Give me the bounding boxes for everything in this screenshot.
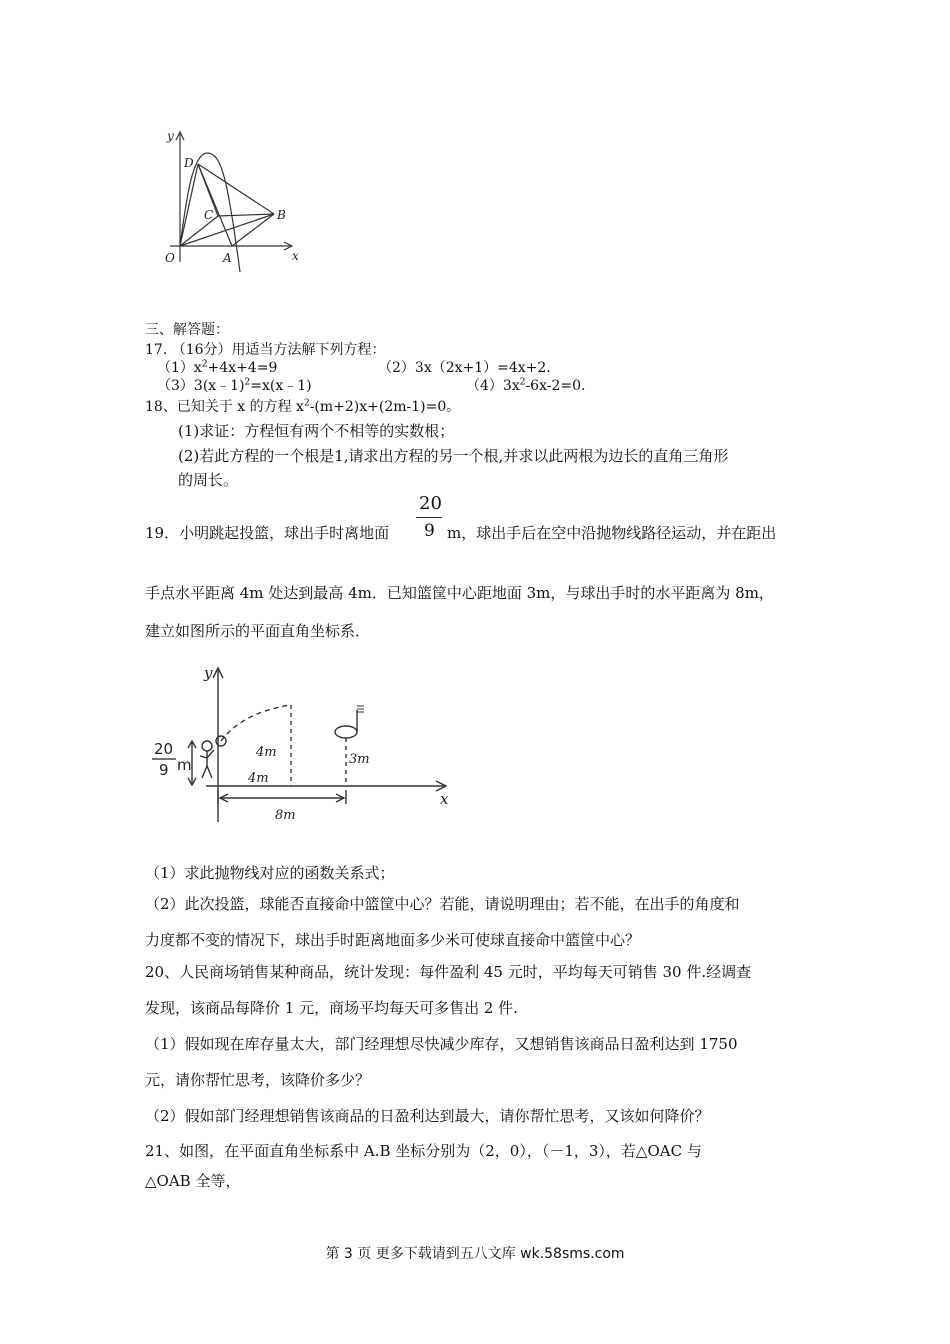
q20-line1: 20、人民商场销售某种商品，统计发现：每件盈利 45 元时，平均每天可销售 30 件.经调查 <box>145 963 752 981</box>
q17-part4: $(4)3x^2-6x-2=0$. <box>466 377 586 394</box>
fig1-segment-DB <box>198 164 274 214</box>
q19-line2: 手点水平距离 4m 处达到最高 4m．已知篮筐中心距地面 3m，与球出手时的水平距离为 8m， <box>145 584 774 602</box>
q18-stem: 18、已知关于 x 的方程 $x^2-(m+2)x+(2m-1)=0$。 <box>145 398 461 415</box>
q17-part2: （2）3x（2x+1）=4x+2. <box>378 360 551 376</box>
q21-line1: 21、如图，在平面直角坐标系中 A.B 坐标分别为（2，0），（－1，3），若△OAC 与 <box>145 1142 702 1160</box>
figure-triangle-parabola <box>150 122 310 272</box>
fig2-label-peak: 4m <box>256 745 277 760</box>
fig1-segment-CB <box>218 214 274 216</box>
q20-part1-line1: （1）假如现在库存量太大，部门经理想尽快减少库存，又想销售该商品日盈利达到 1750 <box>145 1035 738 1053</box>
fig2-label-y: y <box>204 664 213 682</box>
q19-fraction-bar <box>416 517 442 518</box>
q19-fraction-numerator: 20 <box>419 493 442 514</box>
q19-line1-pre: 19．小明跳起投篮，球出手时离地面 <box>145 524 390 542</box>
fig2-player-head <box>202 741 212 751</box>
q17-stem: 17. （16分）用适当方法解下列方程： <box>145 342 386 358</box>
fig2-label-height-den: 9 <box>159 761 169 779</box>
q17-part3: （3）3(x﹣1)$^2$=x(x﹣1) <box>157 377 312 394</box>
q19-line3: 建立如图所示的平面直角坐标系． <box>145 622 371 640</box>
figure-basketball <box>148 662 458 830</box>
fig2-label-height-num: 20 <box>154 740 174 758</box>
q18-part1: (1)求证：方程恒有两个不相等的实数根； <box>178 422 455 440</box>
fig2-trajectory <box>221 705 291 741</box>
fig2-player-legs <box>202 766 212 778</box>
fig1-segment-OB <box>180 214 274 246</box>
fig2-hoop <box>335 726 357 738</box>
fig1-label-y: y <box>167 129 174 143</box>
fig1-label-C: C <box>204 208 214 222</box>
fig1-label-O: O <box>165 251 175 265</box>
q20-part1-line2: 元，请你帮忙思考，该降价多少？ <box>145 1071 371 1089</box>
fig2-label-x: x <box>440 790 449 808</box>
fig1-label-B: B <box>277 208 286 222</box>
q20-line2: 发现，该商品每降价 1 元，商场平均每天可多售出 2 件. <box>145 999 518 1017</box>
section-title: 三、解答题： <box>145 322 229 338</box>
fig2-label-run: 4m <box>248 771 269 786</box>
q18-part2-line1: (2)若此方程的一个根是1,请求出方程的另一个根,并求以此两根为边长的直角三角形 <box>178 447 729 465</box>
q18-part2-line2: 的周长。 <box>178 471 239 489</box>
fig1-label-D: D <box>184 156 194 170</box>
q19-fraction-denominator: 9 <box>424 521 435 541</box>
q19-part1: （1）求此抛物线对应的函数关系式； <box>145 864 395 882</box>
page-footer: 第 3 页 更多下载请到五八文库 wk.58sms.com <box>325 1246 625 1262</box>
q17-part1: $(1)x^2+4x+4=9$ <box>157 359 278 376</box>
q19-line1-post: m，球出手后在空中沿抛物线路径运动，并在距出 <box>447 524 777 542</box>
fig2-label-distance: 8m <box>275 808 296 823</box>
fig2-label-hoop-height: 3m <box>349 752 370 767</box>
q20-part2: （2）假如部门经理想销售该商品的日盈利达到最大，请你帮忙思考，又该如何降价？ <box>145 1107 710 1125</box>
fig2-label-height-unit: m <box>177 756 192 774</box>
q21-line2: △OAB 全等， <box>145 1172 241 1190</box>
fig1-segment-AB <box>232 214 274 246</box>
q19-part2-line1: （2）此次投篮，球能否直接命中篮筐中心？若能，请说明理由；若不能，在出手的角度和 <box>145 895 740 913</box>
fig1-label-A: A <box>223 251 232 265</box>
fig1-label-x: x <box>292 249 299 263</box>
q19-part2-line2: 力度都不变的情况下，球出手时距离地面多少米可使球直接命中篮筐中心？ <box>145 931 641 949</box>
